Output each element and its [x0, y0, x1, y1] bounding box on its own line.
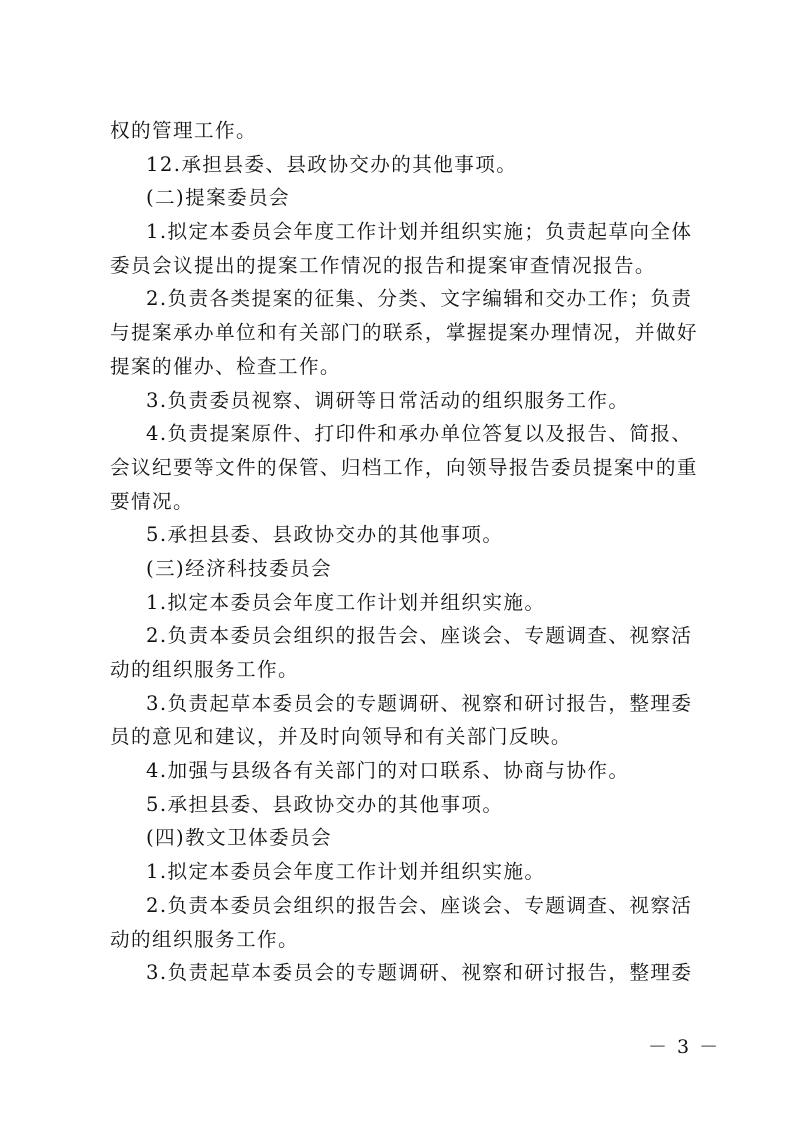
text-line: 1.拟定本委员会年度工作计划并组织实施。 [146, 590, 546, 614]
page-number: － 3 － [648, 1036, 721, 1058]
text-line: 2.负责各类提案的征集、分类、文字编辑和交办工作；负责 [146, 287, 693, 311]
text-line: 3.负责委员视察、调研等日常活动的组织服务工作。 [146, 388, 630, 412]
text-line: 要情况。 [110, 489, 194, 513]
text-line: 2.负责本委员会组织的报告会、座谈会、专题调查、视察活 [146, 893, 693, 917]
text-line: 提案的催办、检查工作。 [110, 354, 341, 378]
section-heading: (四)教文卫体委员会 [146, 826, 333, 850]
section-heading: (三)经济科技委员会 [146, 556, 333, 580]
text-line: 5.承担县委、县政协交办的其他事项。 [146, 792, 504, 816]
text-line: 权的管理工作。 [110, 119, 257, 142]
text-line: 动的组织服务工作。 [110, 927, 299, 951]
text-line: 委员会议提出的提案工作情况的报告和提案审查情况报告。 [110, 253, 656, 277]
text-line: 会议纪要等文件的保管、归档工作，向领导报告委员提案中的重 [110, 455, 698, 479]
text-line: 3.负责起草本委员会的专题调研、视察和研讨报告，整理委 [146, 691, 693, 715]
text-line: 4.负责提案原件、打印件和承办单位答复以及报告、简报、 [146, 422, 693, 446]
text-line: 12.承担县委、县政协交办的其他事项。 [146, 152, 518, 176]
text-line: 3.负责起草本委员会的专题调研、视察和研讨报告，整理委 [146, 961, 693, 985]
text-line: 与提案承办单位和有关部门的联系，掌握提案办理情况，并做好 [110, 321, 698, 345]
text-line: 动的组织服务工作。 [110, 658, 299, 681]
text-line: 2.负责本委员会组织的报告会、座谈会、专题调查、视察活 [146, 624, 693, 648]
body-text [110, 114, 700, 990]
text-line: 5.承担县委、县政协交办的其他事项。 [146, 523, 504, 547]
text-line: 1.拟定本委员会年度工作计划并组织实施。 [146, 860, 546, 884]
section-heading: (二)提案委员会 [146, 186, 291, 210]
text-line: 1.拟定本委员会年度工作计划并组织实施；负责起草向全体 [146, 220, 693, 244]
text-line: 4.加强与县级各有关部门的对口联系、协商与协作。 [146, 759, 630, 783]
text-line: 员的意见和建议，并及时向领导和有关部门反映。 [110, 725, 572, 749]
